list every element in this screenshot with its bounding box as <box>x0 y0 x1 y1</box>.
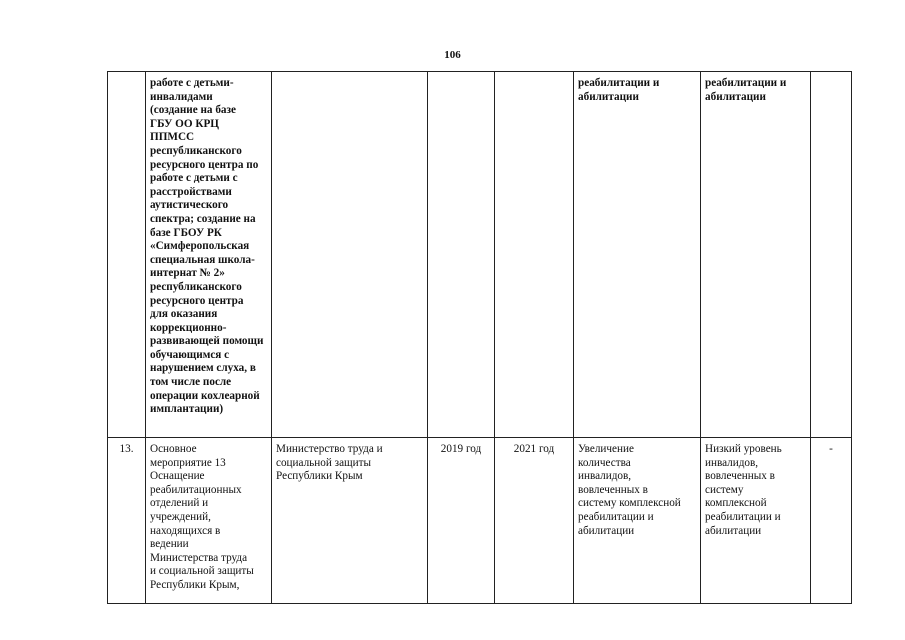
cell-end-year <box>495 72 574 438</box>
cell-activity: Основное мероприятие 13 Оснащение реабилитационных отделений и учреждений, находящихся в ведении Министерства труда и социальной защиты Республики Крым, <box>146 438 272 604</box>
cell-link: - <box>811 438 852 604</box>
cell-number: 13. <box>108 438 146 604</box>
cell-consequence: реабилитации и абилитации <box>701 72 811 438</box>
page-number: 106 <box>444 49 461 61</box>
cell-start-year: 2019 год <box>428 438 495 604</box>
table-row <box>108 72 852 438</box>
cell-number <box>108 72 146 438</box>
cell-link <box>811 72 852 438</box>
cell-executor: Министерство труда и социальной защиты Республики Крым <box>272 438 428 604</box>
cell-start-year <box>428 72 495 438</box>
table-row <box>108 438 852 604</box>
cell-end-year: 2021 год <box>495 438 574 604</box>
cell-activity: работе с детьми- инвалидами (создание на базе ГБУ ОО КРЦ ППМСС республиканского ресурсного центра по работе с детьми с расстройствами аутистического спектра; создание на базе ГБОУ РК «Симферопольская специальная школа- интернат № 2» республиканского ресурсного центра для оказания коррекционно- развивающей помощи обучающимся с нарушением слуха, в том числе после операции кохлеарной имплантации) <box>146 72 272 438</box>
program-activities-table <box>107 71 852 604</box>
cell-executor <box>272 72 428 438</box>
cell-consequence: Низкий уровень инвалидов, вовлеченных в систему комплексной реабилитации и абилитации <box>701 438 811 604</box>
cell-expected-result: реабилитации и абилитации <box>574 72 701 438</box>
cell-expected-result: Увеличение количества инвалидов, вовлеченных в систему комплексной реабилитации и абилитации <box>574 438 701 604</box>
